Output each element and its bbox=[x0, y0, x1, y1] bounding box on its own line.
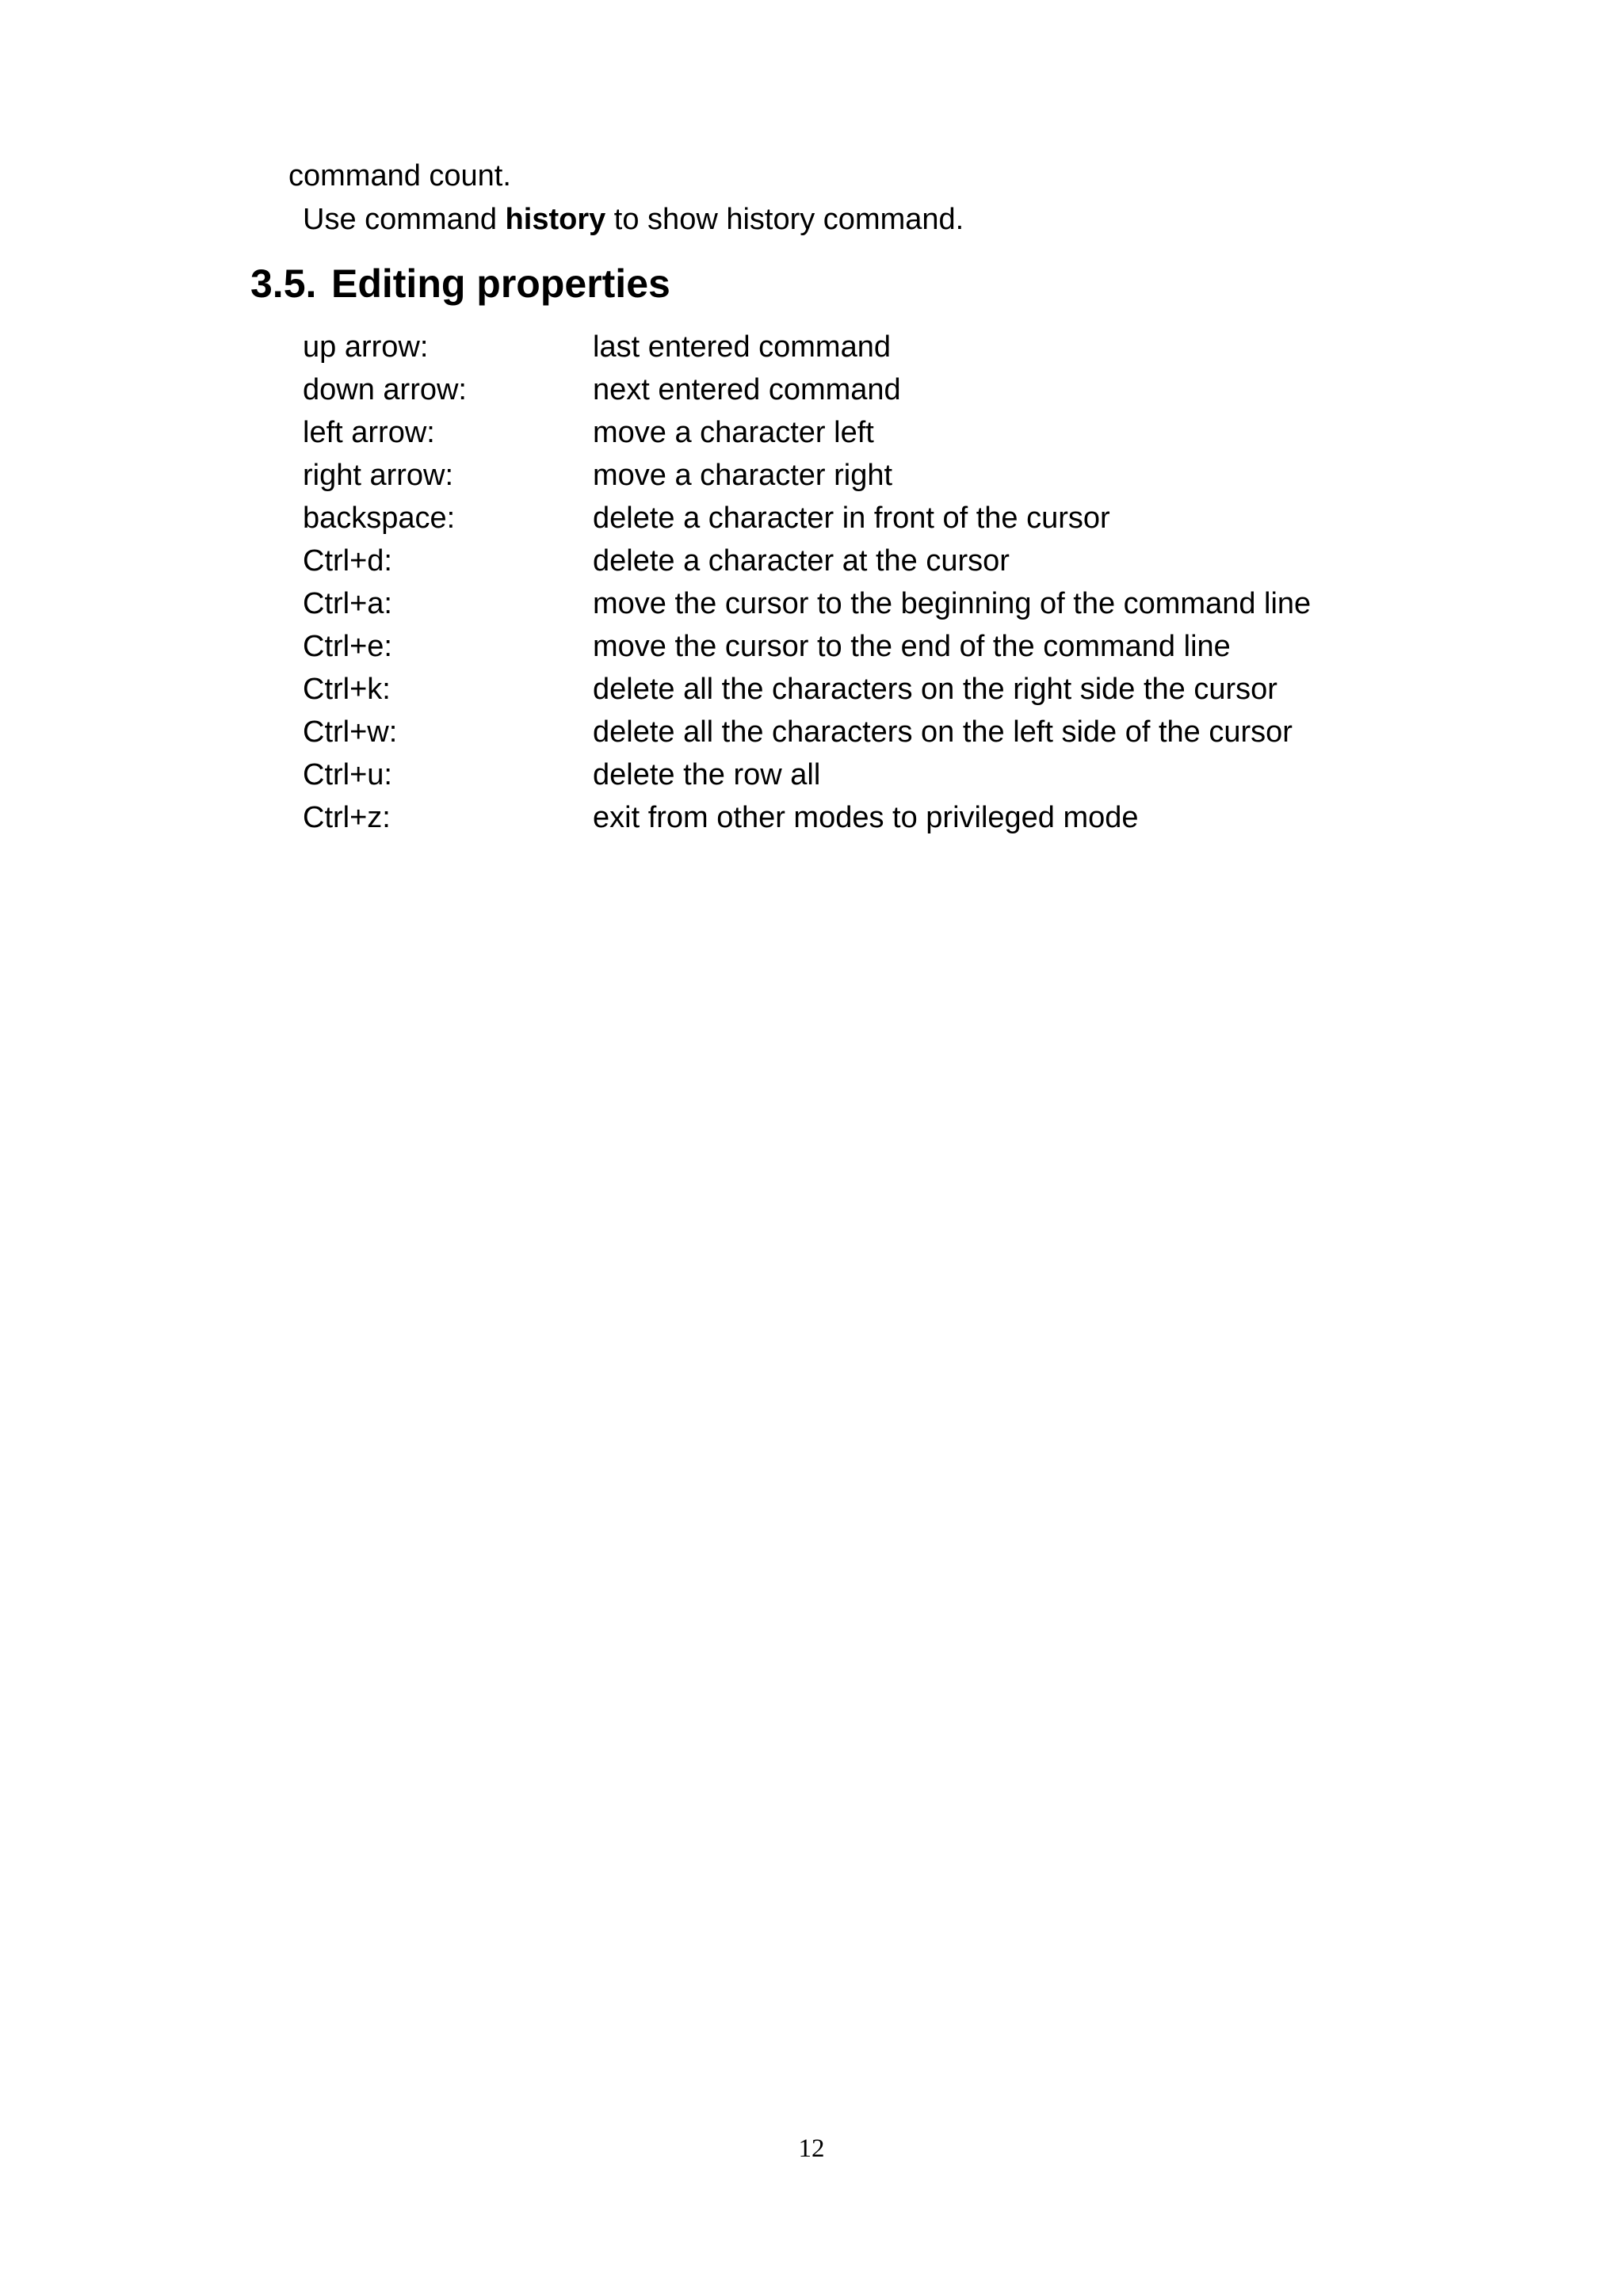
key-binding-row bbox=[303, 330, 1311, 372]
key-action: move a character right bbox=[593, 459, 893, 492]
continuation-text: command count. bbox=[288, 159, 511, 193]
key-name: left arrow: bbox=[303, 416, 435, 449]
section-heading bbox=[250, 260, 670, 307]
section-number: 3.5. bbox=[250, 261, 317, 306]
key-name: Ctrl+w: bbox=[303, 715, 398, 749]
key-name: Ctrl+a: bbox=[303, 587, 392, 620]
key-action: delete all the characters on the right side the cursor bbox=[593, 673, 1277, 706]
key-binding-row bbox=[303, 415, 1311, 458]
history-paragraph bbox=[303, 202, 964, 237]
key-binding-row bbox=[303, 672, 1311, 715]
key-binding-row bbox=[303, 800, 1311, 843]
paragraph-text-before: Use command bbox=[303, 203, 506, 236]
section-title: Editing properties bbox=[331, 261, 670, 306]
key-action: move a character left bbox=[593, 416, 874, 449]
key-name: Ctrl+d: bbox=[303, 544, 392, 578]
history-command-keyword: history bbox=[505, 203, 606, 236]
key-action: move the cursor to the end of the command line bbox=[593, 630, 1231, 663]
paragraph-text-after: to show history command. bbox=[605, 203, 964, 236]
key-action: exit from other modes to privileged mode bbox=[593, 801, 1139, 834]
key-name: Ctrl+e: bbox=[303, 630, 392, 663]
key-name: right arrow: bbox=[303, 459, 454, 492]
key-name: backspace: bbox=[303, 502, 456, 535]
key-action: last entered command bbox=[593, 330, 891, 364]
key-action: delete a character in front of the cursor bbox=[593, 502, 1110, 535]
key-binding-row bbox=[303, 501, 1311, 543]
key-name: Ctrl+z: bbox=[303, 801, 391, 834]
key-action: delete a character at the cursor bbox=[593, 544, 1010, 578]
key-name: Ctrl+u: bbox=[303, 758, 392, 791]
key-action: delete all the characters on the left side of the cursor bbox=[593, 715, 1293, 749]
key-action: move the cursor to the beginning of the command line bbox=[593, 587, 1312, 620]
page-number: 12 bbox=[798, 2134, 825, 2163]
key-name: Ctrl+k: bbox=[303, 673, 391, 706]
key-binding-row bbox=[303, 715, 1311, 757]
key-binding-row bbox=[303, 757, 1311, 800]
key-name: down arrow: bbox=[303, 373, 467, 406]
key-action: next entered command bbox=[593, 373, 901, 406]
key-binding-row bbox=[303, 586, 1311, 629]
key-binding-row bbox=[303, 629, 1311, 672]
key-binding-row bbox=[303, 458, 1311, 501]
key-binding-row bbox=[303, 543, 1311, 586]
key-binding-row bbox=[303, 372, 1311, 415]
key-binding-list bbox=[303, 330, 1311, 843]
key-action: delete the row all bbox=[593, 758, 821, 791]
key-name: up arrow: bbox=[303, 330, 429, 364]
